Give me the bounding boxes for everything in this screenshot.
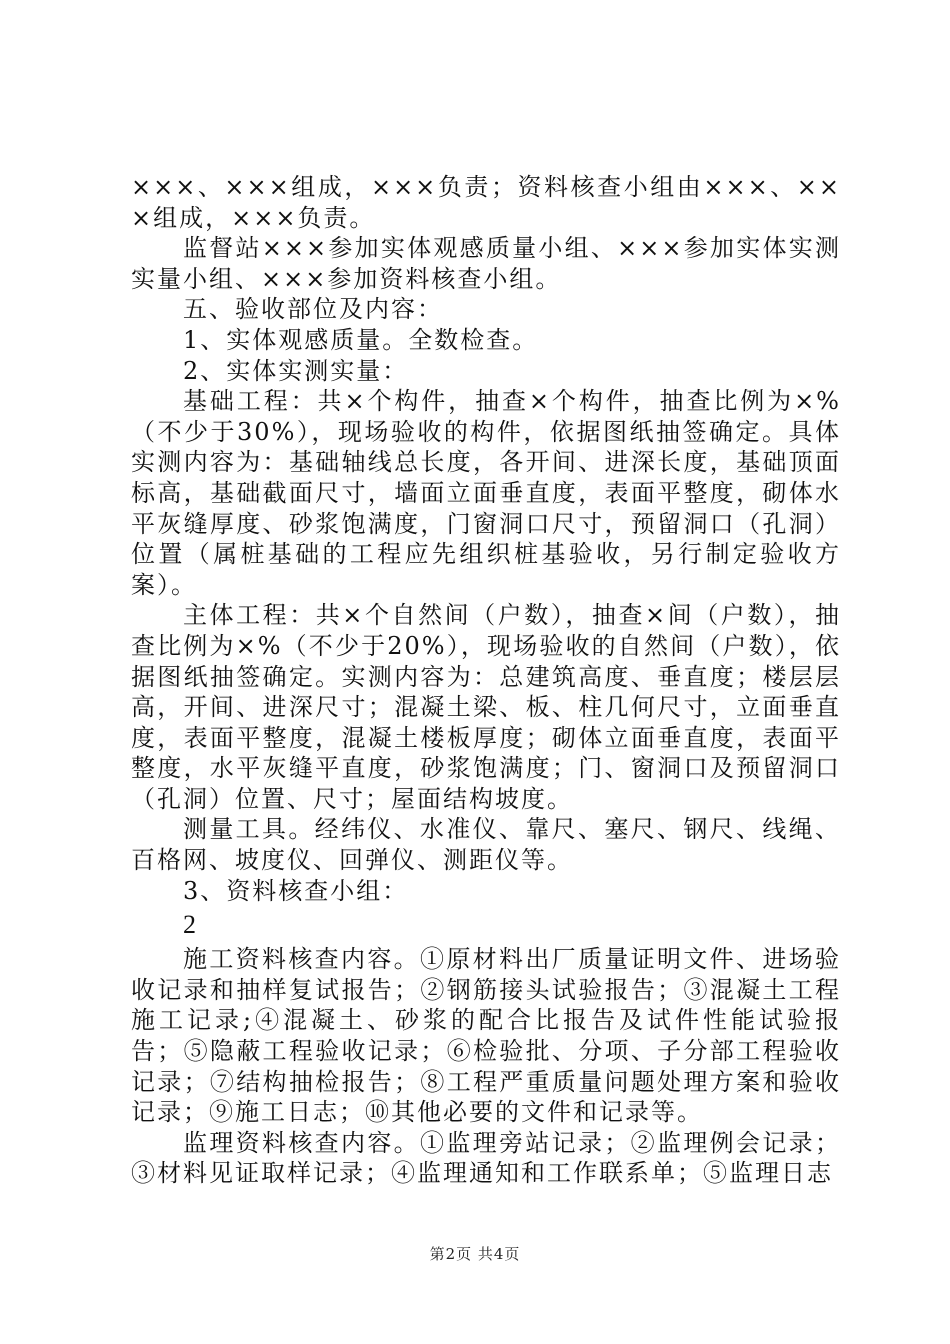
paragraph-construction-docs: 施工资料核查内容。①原材料出厂质量证明文件、进场验收记录和抽样复试报告；②钢筋接头试验报告；③混凝土工程施工记录;④混凝土、砂浆的配合比报告及试件性能试验报告；⑤隐蔽工程验收记录；⑥检验批、分项、子分部工程验收记录；⑦结构抽检报告；⑧工程严重质量问题处理方案和验收记录；⑨施工日志；⑩其他必要的文件和记录等。 (131, 945, 841, 1127)
paragraph-2: 监督站×××参加实体观感质量小组、×××参加实体实测实量小组、×××参加资料核查小组。 (131, 234, 841, 293)
item-1-heading: 1、实体观感质量。全数检查。 (183, 325, 539, 354)
page-footer: 第2页 共4页 (429, 1245, 521, 1263)
inline-page-number: 2 (183, 910, 198, 940)
document-body (131, 172, 841, 1189)
paragraph-tools: 测量工具。经纬仪、水准仪、靠尺、塞尺、钢尺、线绳、百格网、坡度仪、回弹仪、测距仪等。 (131, 815, 841, 875)
paragraph-supervision-docs: 监理资料核查内容。①监理旁站记录；②监理例会记录；③材料见证取样记录；④监理通知和工作联系单；⑤监理日志 (131, 1128, 841, 1188)
item-2-heading: 2、实体实测实量： (183, 356, 409, 385)
item-3-heading: 3、资料核查小组： (183, 876, 409, 905)
paragraph-main-structure: 主体工程：共×个自然间（户数），抽查×间（户数），抽查比例为×%（不少于20%），现场验收的自然间（户数），依据图纸抽签确定。实测内容为：总建筑高度、垂直度；楼层层高，开间、进深尺寸；混凝土梁、板、柱几何尺寸，立面垂直度，表面平整度，混凝土楼板厚度；砌体立面垂直度，表面平整度，水平灰缝平直度，砂浆饱满度；门、窗洞口及预留洞口（孔洞）位置、尺寸；屋面结构坡度。 (131, 601, 841, 813)
section-heading-5: 五、验收部位及内容： (183, 295, 443, 324)
paragraph-foundation: 基础工程：共×个构件，抽查×个构件，抽查比例为×%（不少于30%），现场验收的构件，依据图纸抽签确定。具体实测内容为：基础轴线总长度，各开间、进深长度，基础顶面标高，基础截面尺寸，墙面立面垂直度，表面平整度，砌体水平灰缝厚度、砂浆饱满度，门窗洞口尺寸，预留洞口（孔洞）位置（属桩基础的工程应先组织桩基验收，另行制定验收方案）。 (131, 387, 841, 599)
paragraph-1: ×××、×××组成，×××负责；资料核查小组由×××、×××组成，×××负责。 (131, 173, 841, 232)
